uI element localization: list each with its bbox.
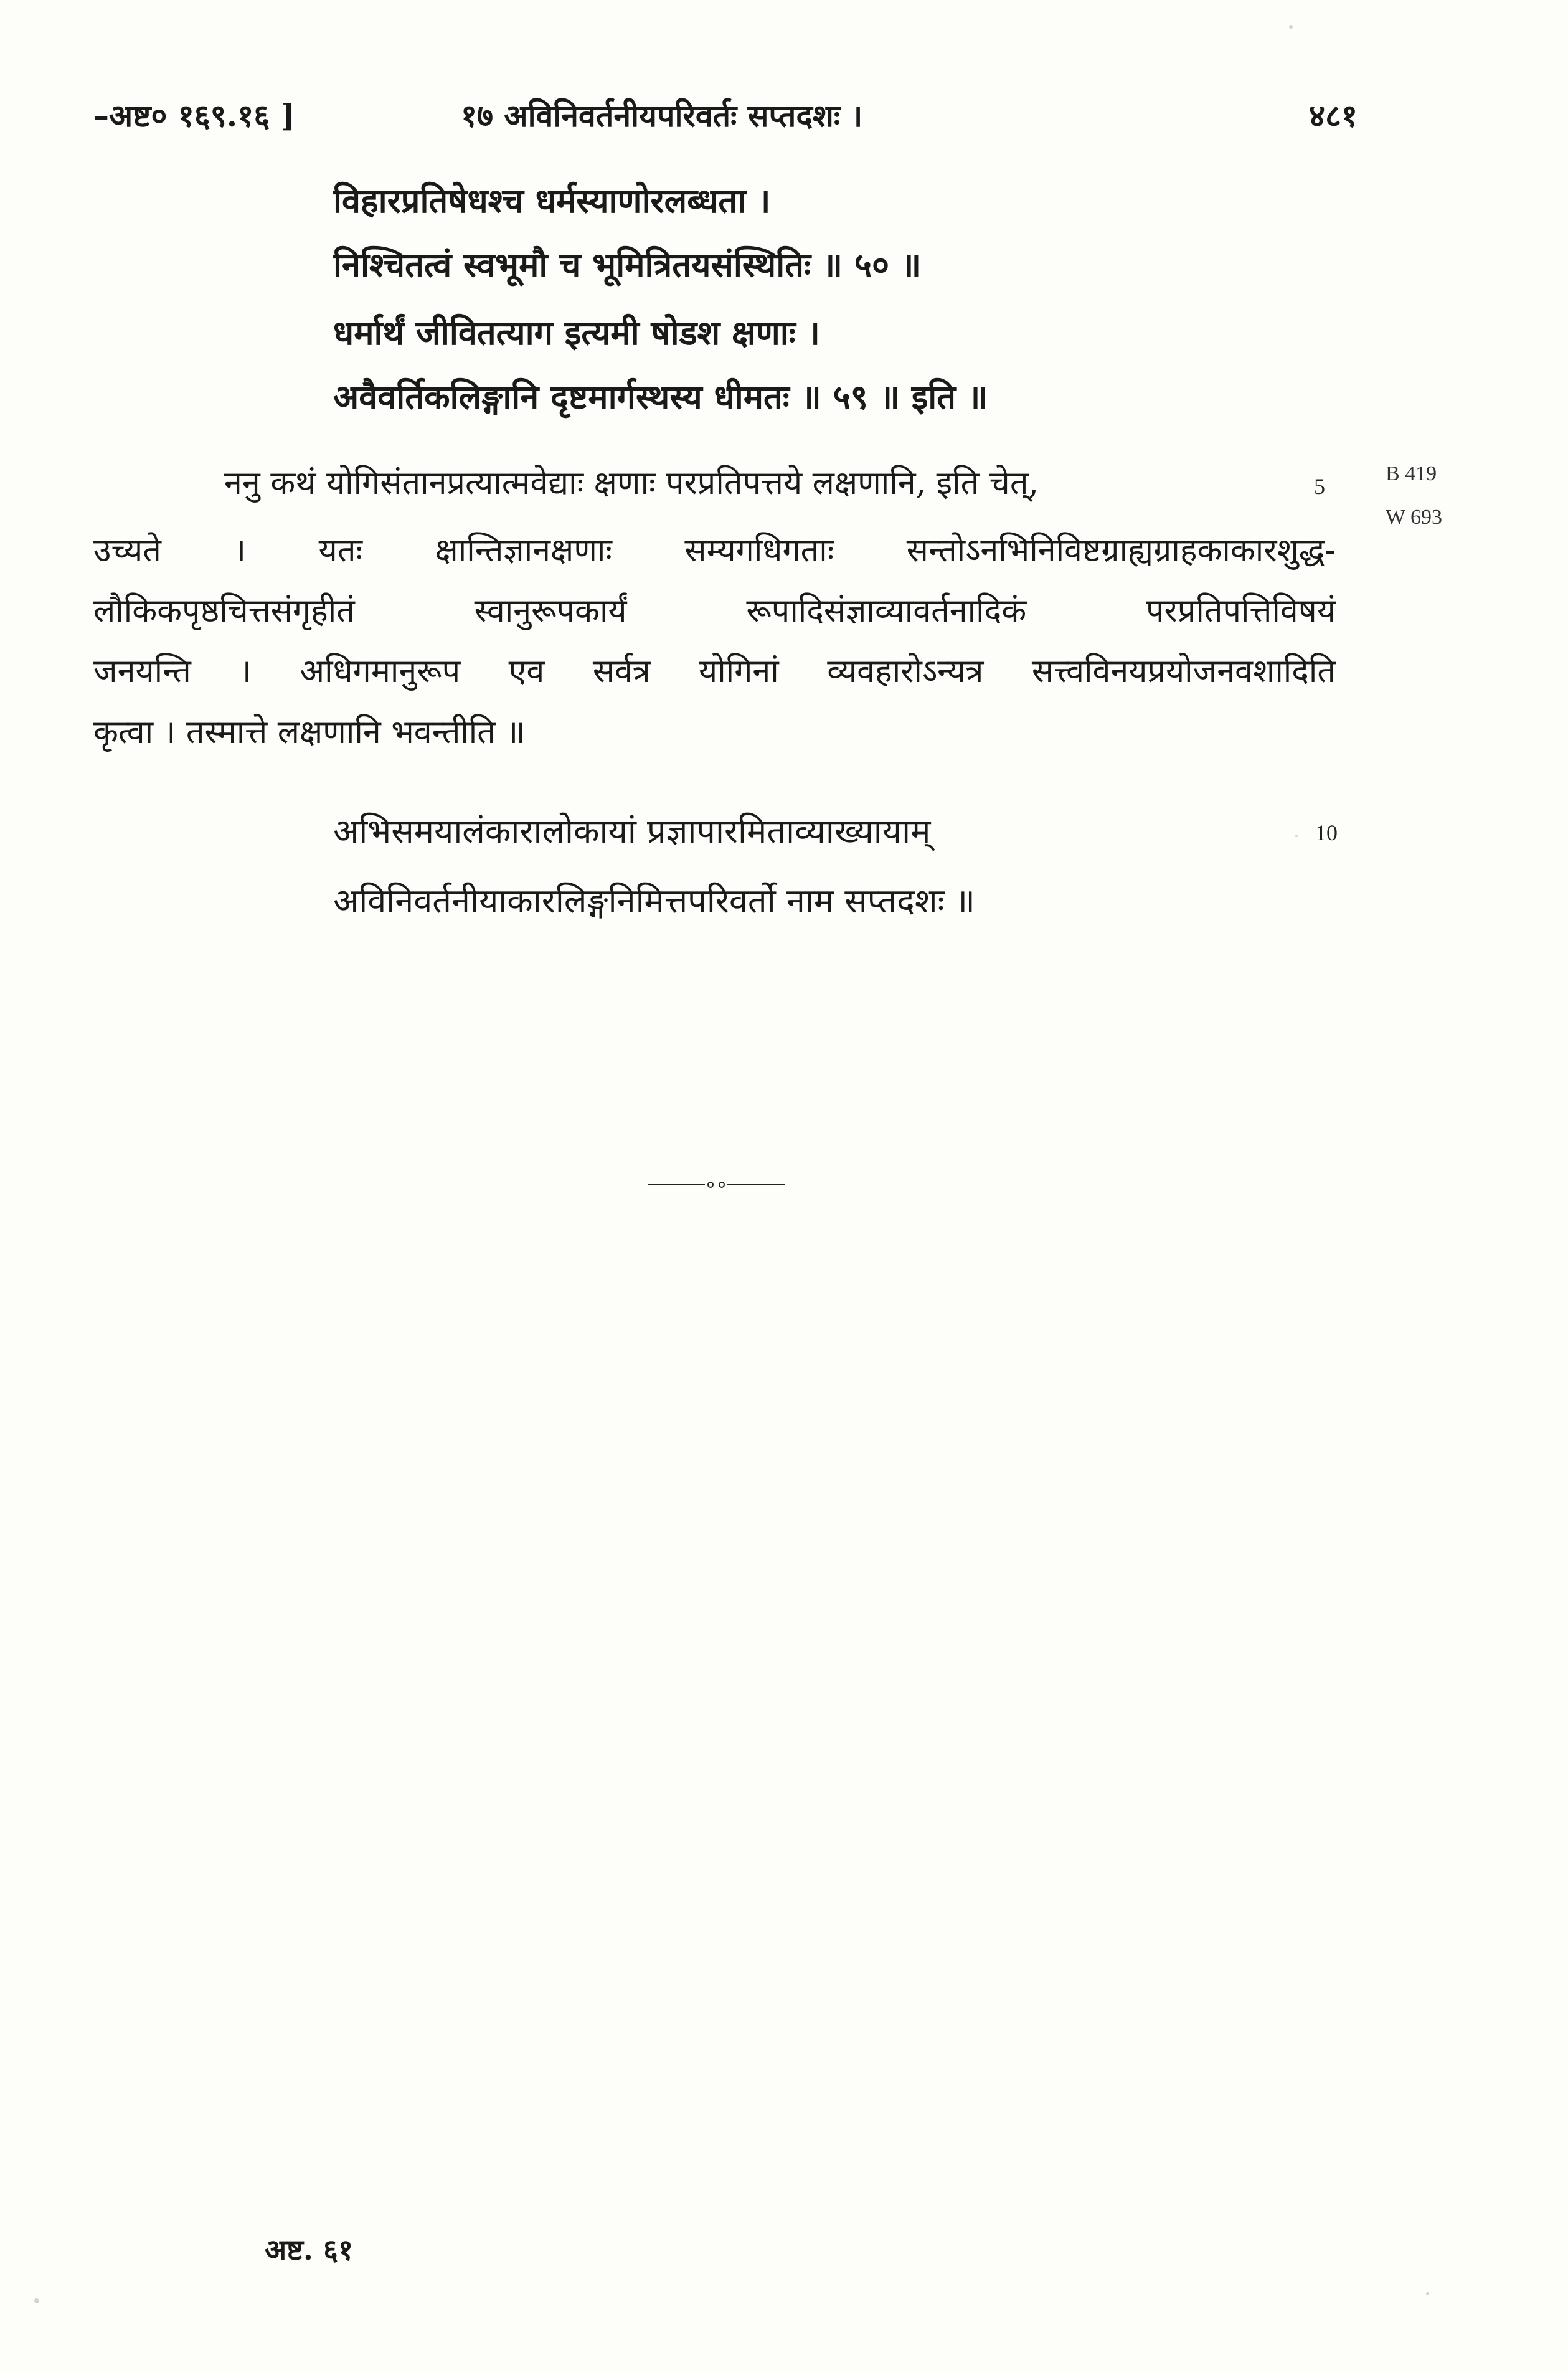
ornament-dot — [707, 1182, 714, 1188]
running-head-chapter-title: १७ अविनिवर्तनीयपरिवर्तः सप्तदशः । — [461, 97, 863, 134]
verse-line: निश्चितत्वं स्वभूमौ च भूमित्रितयसंस्थितिः ॥ ५० ॥ — [333, 245, 922, 285]
verse-line: विहारप्रतिषेधश्च धर्मस्याणोरलब्धता । — [333, 181, 771, 220]
scan-speck — [1289, 25, 1293, 29]
ornament-divider — [648, 1180, 785, 1189]
verse-line: अवैवर्तिकलिङ्गानि दृष्टमार्गस्थस्य धीमतः ॥ ५९ ॥ इति ॥ — [333, 377, 988, 417]
page-number: ४८१ — [1309, 97, 1358, 134]
running-head — [93, 93, 1358, 137]
prose-line: कृत्वा । तस्मात्ते लक्षणानि भवन्तीति ॥ — [93, 714, 526, 751]
colophon-line: अविनिवर्तनीयाकारलिङ्गनिमित्तपरिवर्तो नाम सप्तदशः ॥ — [333, 881, 975, 921]
margin-reference-b: B 419 — [1386, 462, 1437, 485]
prose-line: उच्यते । यतः क्षान्तिज्ञानक्षणाः सम्यगधिगताः सन्तोऽनभिनिविष्टग्राह्यग्राहकाकारशुद्ध- — [93, 532, 1336, 569]
line-number-5: 5 — [1314, 474, 1325, 499]
prose-line: लौकिकपृष्ठचित्तसंगृहीतं स्वानुरूपकार्यं रूपादिसंज्ञाव्यावर्तनादिकं परप्रतिपत्तिविषयं — [93, 592, 1336, 630]
prose-line: ननु कथं योगिसंतानप्रत्यात्मवेद्याः क्षणाः परप्रतिपत्तये लक्षणानि, इति चेत्, — [224, 465, 1039, 502]
margin-reference-w: W 693 — [1386, 506, 1442, 529]
scan-speck — [34, 2298, 39, 2303]
line-number-10: 10 — [1315, 820, 1338, 845]
scan-speck — [1295, 835, 1298, 837]
colophon-line: अभिसमयालंकारालोकायां प्रज्ञापारमिताव्याख्यायाम् — [333, 812, 931, 851]
prose-line: जनयन्ति । अधिगमानुरूप एव सर्वत्र योगिनां व्यवहारोऽन्यत्र सत्त्वविनयप्रयोजनवशादिति — [93, 653, 1336, 690]
ornament-rule-right — [727, 1184, 785, 1185]
ornament-dot — [719, 1182, 725, 1188]
signature-mark: अष्ट. ६१ — [265, 2233, 353, 2266]
scan-speck — [1426, 2292, 1429, 2295]
verse-line: धर्मार्थं जीवितत्याग इत्यमी षोडश क्षणाः । — [333, 313, 820, 353]
running-head-reference: –अष्ट० १६९.१६ ] — [93, 97, 296, 134]
ornament-rule-left — [648, 1184, 705, 1185]
